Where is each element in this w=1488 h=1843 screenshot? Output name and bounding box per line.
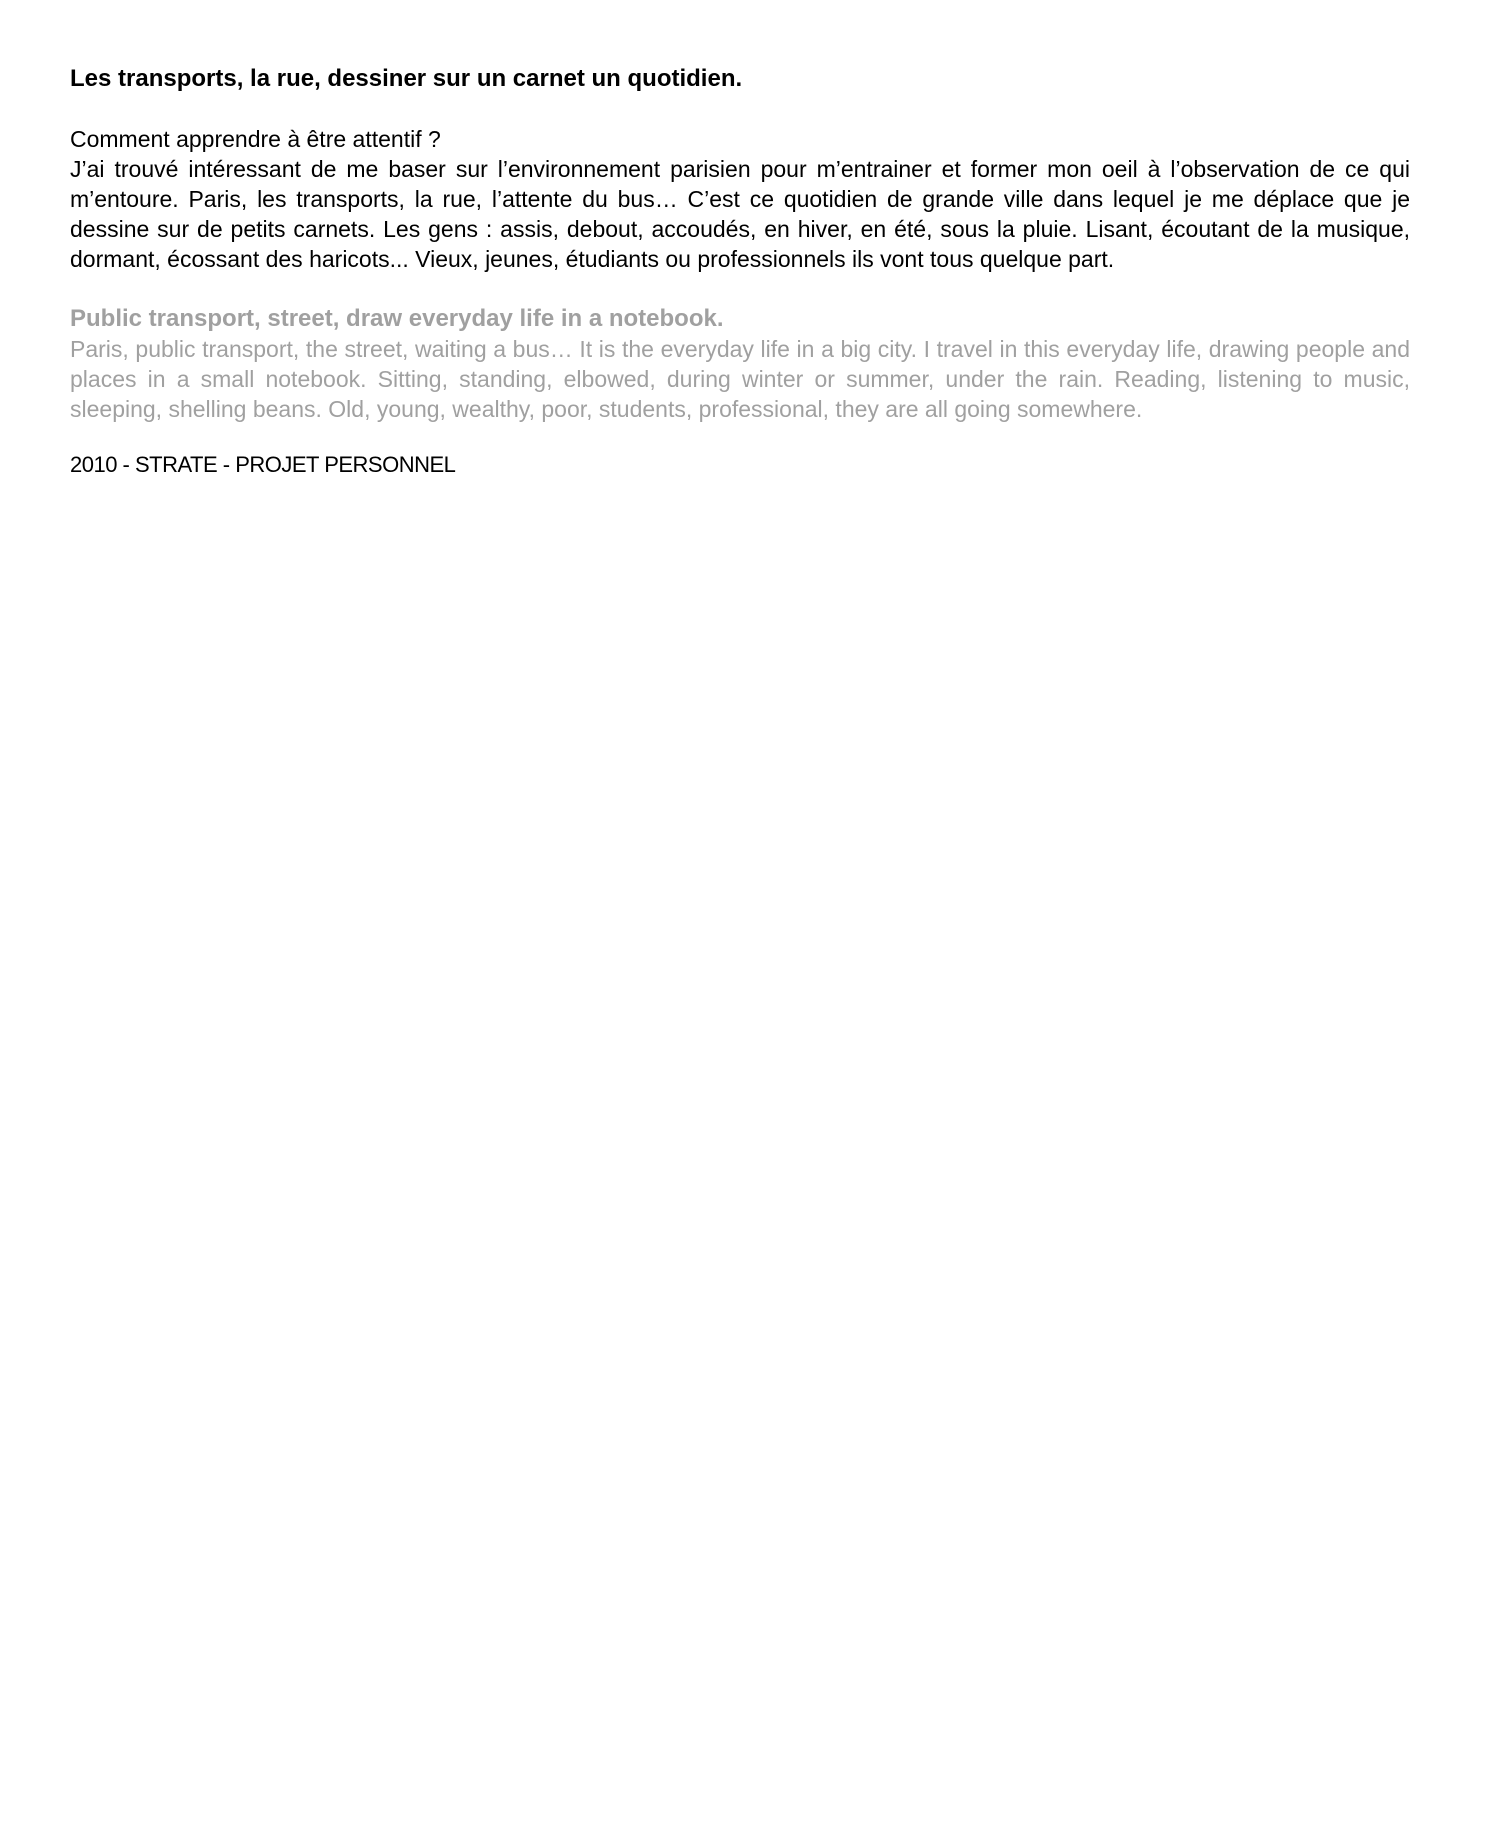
french-title: Les transports, la rue, dessiner sur un carnet un quotidien. <box>70 65 743 92</box>
english-body: Paris, public transport, the street, waiting a bus… It is the everyday life in a big city. I travel in this everyday life, drawing people and places in a small notebook. Sitting, standing, elbowed, during winter or summer, under the rain. Reading, listening to music, sleeping, shelling beans. Old, young, wealthy, poor, students, professional, they are all going somewhere. <box>70 336 1410 422</box>
english-title: Public transport, street, draw everyday life in a notebook. <box>70 305 724 332</box>
project-credit: 2010 - STRATE - PROJET PERSONNEL <box>70 452 456 477</box>
document-page <box>70 64 1410 480</box>
french-question: Comment apprendre à être attentif ? <box>70 126 441 152</box>
french-body: J’ai trouvé intéressant de me baser sur l’environnement parisien pour m’entrainer et former mon oeil à l’observation de ce qui m’entoure. Paris, les transports, la rue, l’attente du bus… C’est ce quotidien de grande ville dans lequel je me déplace que je dessine sur de petits carnets. Les gens : assis, debout, accoudés, en hiver, en été, sous la pluie. Lisant, écoutant de la musique, dormant, écossant des haricots... Vieux, jeunes, étudiants ou professionnels ils vont tous quelque part. <box>70 156 1410 272</box>
